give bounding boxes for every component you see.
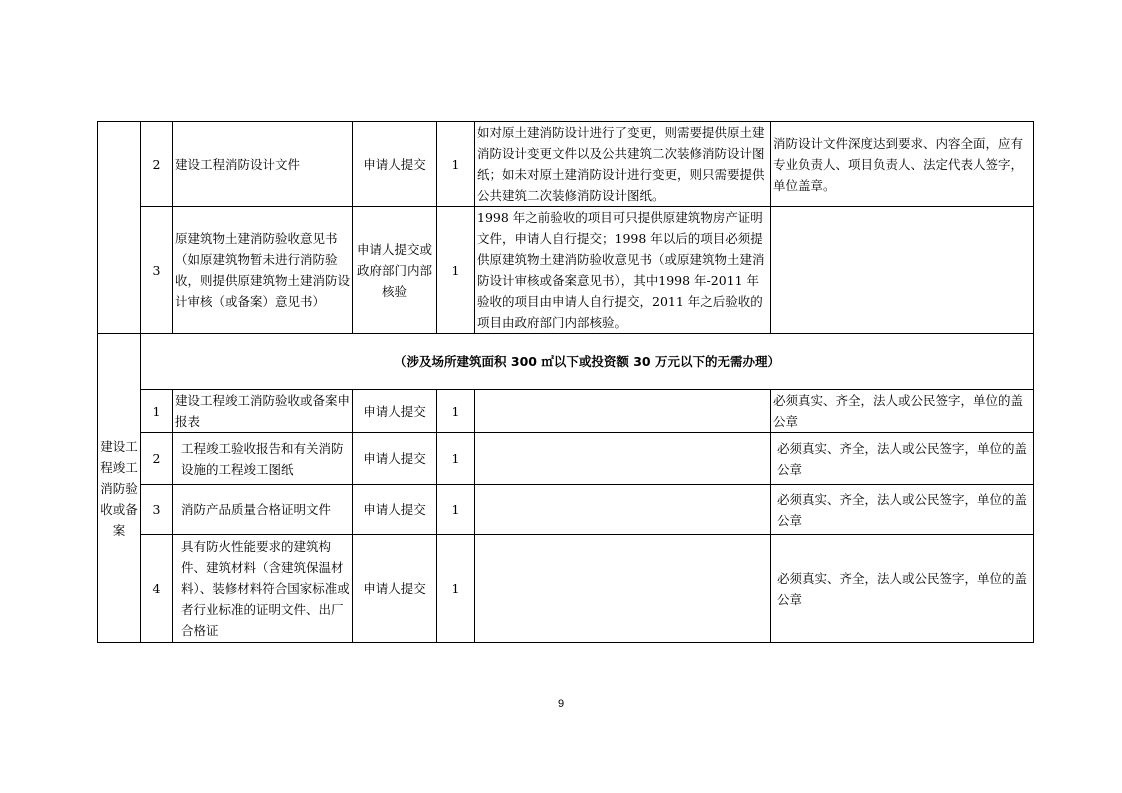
material-note (475, 433, 771, 485)
material-requirement (771, 207, 1034, 334)
material-source: 申请人提交 (353, 485, 437, 535)
material-name: 消防产品质量合格证明文件 (173, 485, 353, 535)
table-row (98, 535, 1034, 643)
material-name: 工程竣工验收报告和有关消防设施的工程竣工图纸 (173, 433, 353, 485)
page-number: 9 (557, 698, 565, 710)
material-name: 具有防火性能要求的建筑构件、建筑材料（含建筑保温材料）、装修材料符合国家标准或者行业标准的证明文件、出厂合格证 (173, 535, 353, 643)
material-requirement: 必须真实、齐全，法人或公民签字，单位的盖公章 (771, 485, 1034, 535)
material-note (475, 485, 771, 535)
category-cell: 建设工程竣工消防验收或备案 (98, 334, 141, 643)
category-cell-empty (98, 122, 141, 334)
row-number: 2 (141, 433, 173, 485)
material-source: 申请人提交或政府部门内部核验 (353, 207, 437, 334)
row-number: 4 (141, 535, 173, 643)
material-source: 申请人提交 (353, 535, 437, 643)
material-note: 1998 年之前验收的项目可只提供原建筑物房产证明文件，申请人自行提交；1998 年以后的项目必须提供原建筑物土建消防验收意见书（或原建筑物土建消防设计审核或备案意见书），其中1998 年-2011 年验收的项目由申请人自行提交，2011 年之后验收的项目由政府部门内部核验。 (475, 207, 771, 334)
material-copies: 1 (437, 433, 475, 485)
materials-table (97, 121, 1034, 643)
material-name: 原建筑物土建消防验收意见书（如原建筑物暂未进行消防验收，则提供原建筑物土建消防设计审核（或备案）意见书） (173, 207, 353, 334)
material-note (475, 390, 771, 433)
material-note (475, 535, 771, 643)
material-name: 建设工程竣工消防验收或备案申报表 (173, 390, 353, 433)
material-copies: 1 (437, 390, 475, 433)
material-copies: 1 (437, 485, 475, 535)
section-title: （涉及场所建筑面积 300 ㎡以下或投资额 30 万元以下的无需办理） (141, 334, 1034, 390)
material-name: 建设工程消防设计文件 (173, 122, 353, 207)
material-copies: 1 (437, 535, 475, 643)
material-requirement: 消防设计文件深度达到要求、内容全面，应有专业负责人、项目负责人、法定代表人签字，单位盖章。 (771, 122, 1034, 207)
material-requirement: 必须真实、齐全，法人或公民签字，单位的盖公章 (771, 433, 1034, 485)
material-source: 申请人提交 (353, 122, 437, 207)
material-requirement: 必须真实、齐全，法人或公民签字，单位的盖公章 (771, 390, 1034, 433)
table-row (98, 390, 1034, 433)
material-note: 如对原土建消防设计进行了变更，则需要提供原土建消防设计变更文件以及公共建筑二次装修消防设计图纸；如未对原土建消防设计进行变更，则只需要提供公共建筑二次装修消防设计图纸。 (475, 122, 771, 207)
table-row (98, 433, 1034, 485)
material-source: 申请人提交 (353, 433, 437, 485)
material-source: 申请人提交 (353, 390, 437, 433)
material-requirement: 必须真实、齐全，法人或公民签字，单位的盖公章 (771, 535, 1034, 643)
table-row (98, 207, 1034, 334)
material-copies: 1 (437, 207, 475, 334)
material-copies: 1 (437, 122, 475, 207)
row-number: 3 (141, 485, 173, 535)
row-number: 2 (141, 122, 173, 207)
table-row (98, 122, 1034, 207)
row-number: 3 (141, 207, 173, 334)
row-number: 1 (141, 390, 173, 433)
table-row (98, 485, 1034, 535)
section-title-row (98, 334, 1034, 390)
